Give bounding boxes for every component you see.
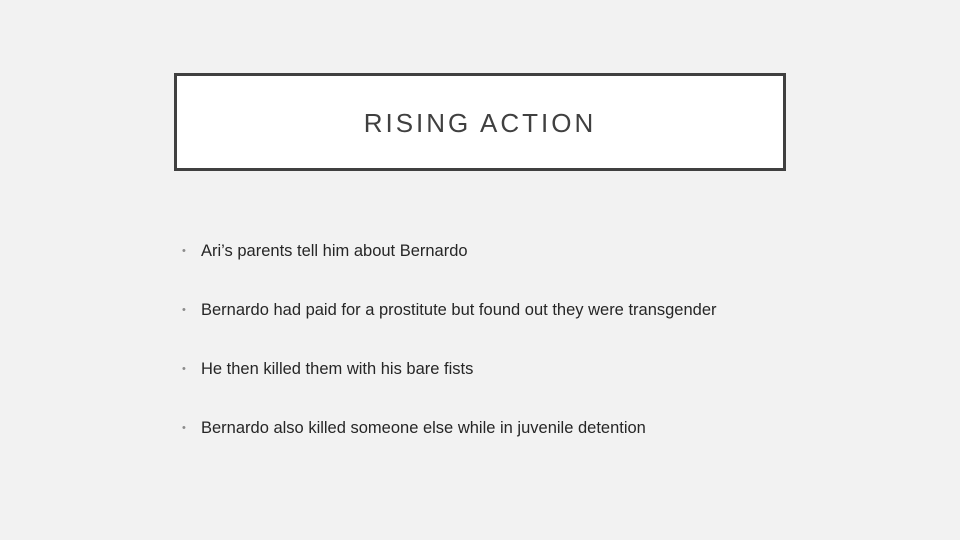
bullet-text: Bernardo also killed someone else while in juvenile detention: [201, 419, 646, 437]
bullet-item: [182, 239, 717, 263]
bullet-icon: •: [182, 363, 186, 375]
bullet-item: [182, 357, 717, 381]
slide-title: RISING ACTION: [363, 107, 597, 138]
bullet-icon: •: [182, 304, 186, 316]
bullet-text: Ari’s parents tell him about Bernardo: [201, 242, 468, 260]
title-box: [174, 73, 786, 171]
bullet-item: [182, 298, 717, 322]
bullet-icon: •: [182, 245, 186, 257]
bullet-list: [182, 239, 717, 475]
bullet-text: He then killed them with his bare fists: [201, 360, 474, 378]
bullet-text: Bernardo had paid for a prostitute but found out they were transgender: [201, 301, 717, 319]
bullet-item: [182, 416, 717, 440]
bullet-icon: •: [182, 422, 186, 434]
